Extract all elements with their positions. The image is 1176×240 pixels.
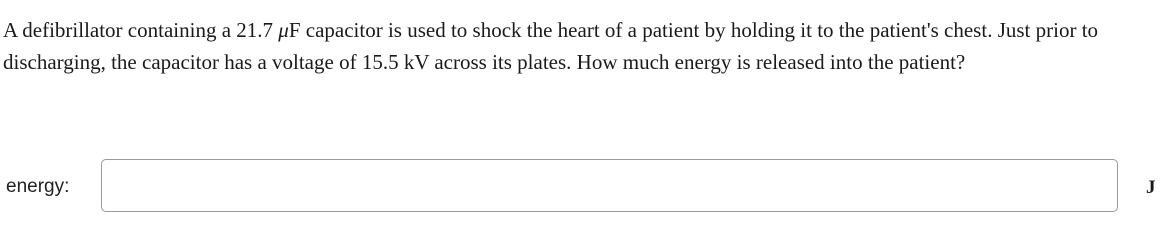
question-text-part2: F capacitor is used to shock the heart of a patient by holding it to the patient's chest. Just prior to discharging, the capacitor has a voltage of 15.5 kV across its plates. How much energy is released into the patient? bbox=[3, 18, 1099, 74]
question-text-part1: A defibrillator containing a 21.7 bbox=[3, 18, 279, 42]
answer-row bbox=[0, 158, 1176, 214]
energy-label: energy: bbox=[6, 176, 70, 197]
energy-input[interactable] bbox=[101, 159, 1118, 212]
unit-label: J bbox=[1146, 177, 1156, 198]
question-text bbox=[3, 14, 1169, 78]
mu-symbol: μ bbox=[278, 18, 289, 42]
